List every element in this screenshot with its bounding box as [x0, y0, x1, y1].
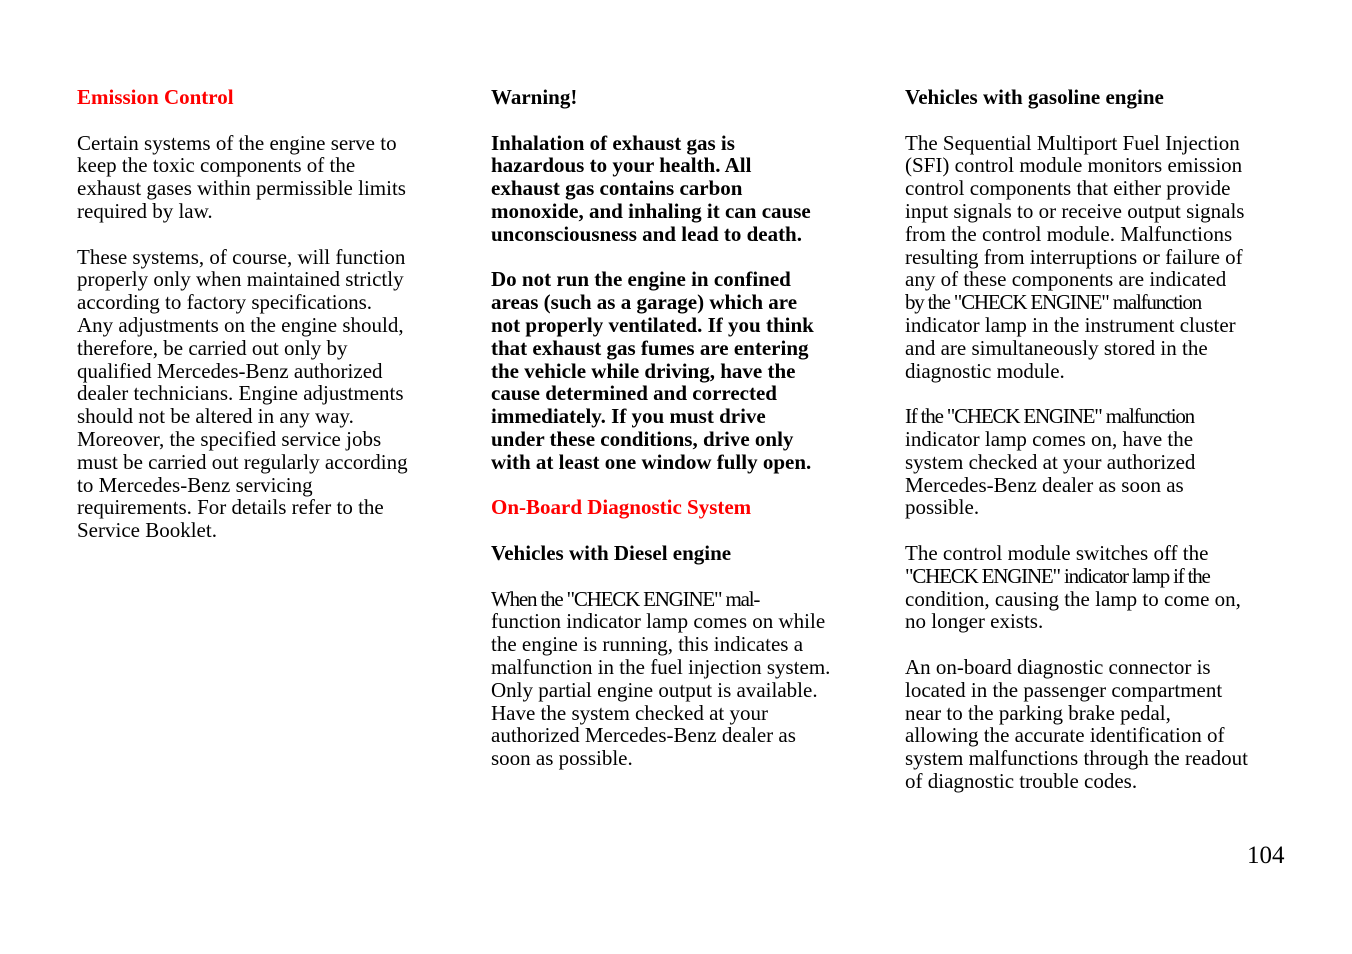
text-line: and are simultaneously stored in the [905, 335, 1208, 360]
text-line: of diagnostic trouble codes. [905, 768, 1138, 793]
text-line: from the control module. Malfunctions [905, 221, 1233, 246]
column-gasoline-engine [905, 86, 1285, 793]
text-line: the engine is running, this indicates a [491, 632, 804, 657]
emission-paragraph-2 [77, 246, 449, 542]
text-line: the vehicle while driving, have the [491, 358, 796, 383]
text-line: immediately. If you must drive [491, 404, 766, 429]
text-line: properly only when maintained strictly [77, 267, 404, 292]
text-line: no longer exists. [905, 609, 1044, 634]
text-line: located in the passenger compartment [905, 677, 1223, 702]
text-line: areas (such as a garage) which are [491, 290, 798, 315]
text-line: monoxide, and inhaling it can cause [491, 198, 811, 223]
text-line: any of these components are indicated [905, 267, 1227, 292]
text-line: The control module switches off the [905, 540, 1209, 565]
text-line: malfunction in the fuel injection system. [491, 654, 831, 679]
emission-control-heading: Emission Control [77, 85, 234, 109]
text-line: requirements. For details refer to the [77, 495, 384, 520]
text-line: Certain systems of the engine serve to [77, 130, 397, 155]
gasoline-paragraph-1 [905, 132, 1285, 383]
text-line: diagnostic module. [905, 358, 1065, 383]
text-line: that exhaust gas fumes are entering [491, 335, 809, 360]
page-number: 104 [1247, 842, 1285, 869]
text-line: "CHECK ENGINE" indicator lamp if the [905, 563, 1210, 588]
text-line: Inhalation of exhaust gas is [491, 130, 735, 155]
text-line: Only partial engine output is available. [491, 677, 818, 702]
warning-paragraph-1 [491, 132, 863, 246]
text-line: function indicator lamp comes on while [491, 609, 826, 634]
gasoline-heading: Vehicles with gasoline engine [905, 85, 1164, 109]
text-line: qualified Mercedes-Benz authorized [77, 358, 383, 383]
gasoline-paragraph-4 [905, 656, 1285, 793]
text-line: These systems, of course, will function [77, 244, 406, 269]
text-line: Service Booklet. [77, 518, 217, 543]
text-line: required by law. [77, 198, 213, 223]
text-line: must be carried out regularly according [77, 449, 408, 474]
text-line: soon as possible. [491, 746, 633, 771]
text-line: Moreover, the specified service jobs [77, 426, 382, 451]
text-line: condition, causing the lamp to come on, [905, 586, 1241, 611]
text-line: system malfunctions through the readout [905, 746, 1248, 771]
text-line: therefore, be carried out only by [77, 335, 348, 360]
text-line: indicator lamp in the instrument cluster [905, 312, 1236, 337]
text-line: to Mercedes-Benz servicing [77, 472, 313, 497]
text-line: cause determined and corrected [491, 381, 777, 406]
text-line: input signals to or receive output signals [905, 198, 1245, 223]
text-line: according to factory specifications. [77, 290, 373, 315]
text-line: allowing the accurate identification of [905, 723, 1225, 748]
text-line: When the "CHECK ENGINE" mal- [491, 586, 760, 611]
text-line: resulting from interruptions or failure of [905, 244, 1243, 269]
warning-heading: Warning! [491, 85, 578, 109]
text-line: exhaust gas contains carbon [491, 176, 743, 201]
text-line: (SFI) control module monitors emission [905, 153, 1243, 178]
warning-paragraph-2 [491, 268, 863, 473]
text-line: The Sequential Multiport Fuel Injection [905, 130, 1240, 155]
text-line: dealer technicians. Engine adjustments [77, 381, 404, 406]
text-line: with at least one window fully open. [491, 449, 812, 474]
text-line: Mercedes-Benz dealer as soon as [905, 472, 1184, 497]
text-line: near to the parking brake pedal, [905, 700, 1171, 725]
obd-heading: On-Board Diagnostic System [491, 495, 752, 520]
text-line: If the "CHECK ENGINE" malfunction [905, 404, 1194, 429]
text-line: possible. [905, 495, 980, 520]
text-line: exhaust gases within permissible limits [77, 176, 406, 201]
text-line: keep the toxic components of the [77, 153, 356, 178]
text-line: Do not run the engine in confined [491, 267, 791, 292]
text-line: Have the system checked at your [491, 700, 768, 725]
emission-paragraph-1 [77, 132, 449, 223]
text-line: system checked at your authorized [905, 449, 1196, 474]
column-emission-control [77, 86, 449, 542]
text-line: hazardous to your health. All [491, 153, 752, 178]
diesel-heading: Vehicles with Diesel engine [491, 540, 732, 565]
text-line: authorized Mercedes-Benz dealer as [491, 723, 796, 748]
gasoline-paragraph-3 [905, 542, 1285, 633]
text-line: under these conditions, drive only [491, 426, 794, 451]
column-warning-obd [491, 86, 863, 770]
text-line: by the "CHECK ENGINE" malfunction [905, 290, 1201, 315]
text-line: should not be altered in any way. [77, 404, 354, 429]
text-line: unconsciousness and lead to death. [491, 221, 802, 246]
text-line: Any adjustments on the engine should, [77, 312, 404, 337]
text-line: indicator lamp comes on, have the [905, 426, 1194, 451]
text-line: An on-board diagnostic connector is [905, 654, 1211, 679]
gasoline-paragraph-2 [905, 405, 1285, 519]
text-line: control components that either provide [905, 176, 1231, 201]
diesel-paragraph [491, 588, 863, 770]
text-line: not properly ventilated. If you think [491, 312, 814, 337]
